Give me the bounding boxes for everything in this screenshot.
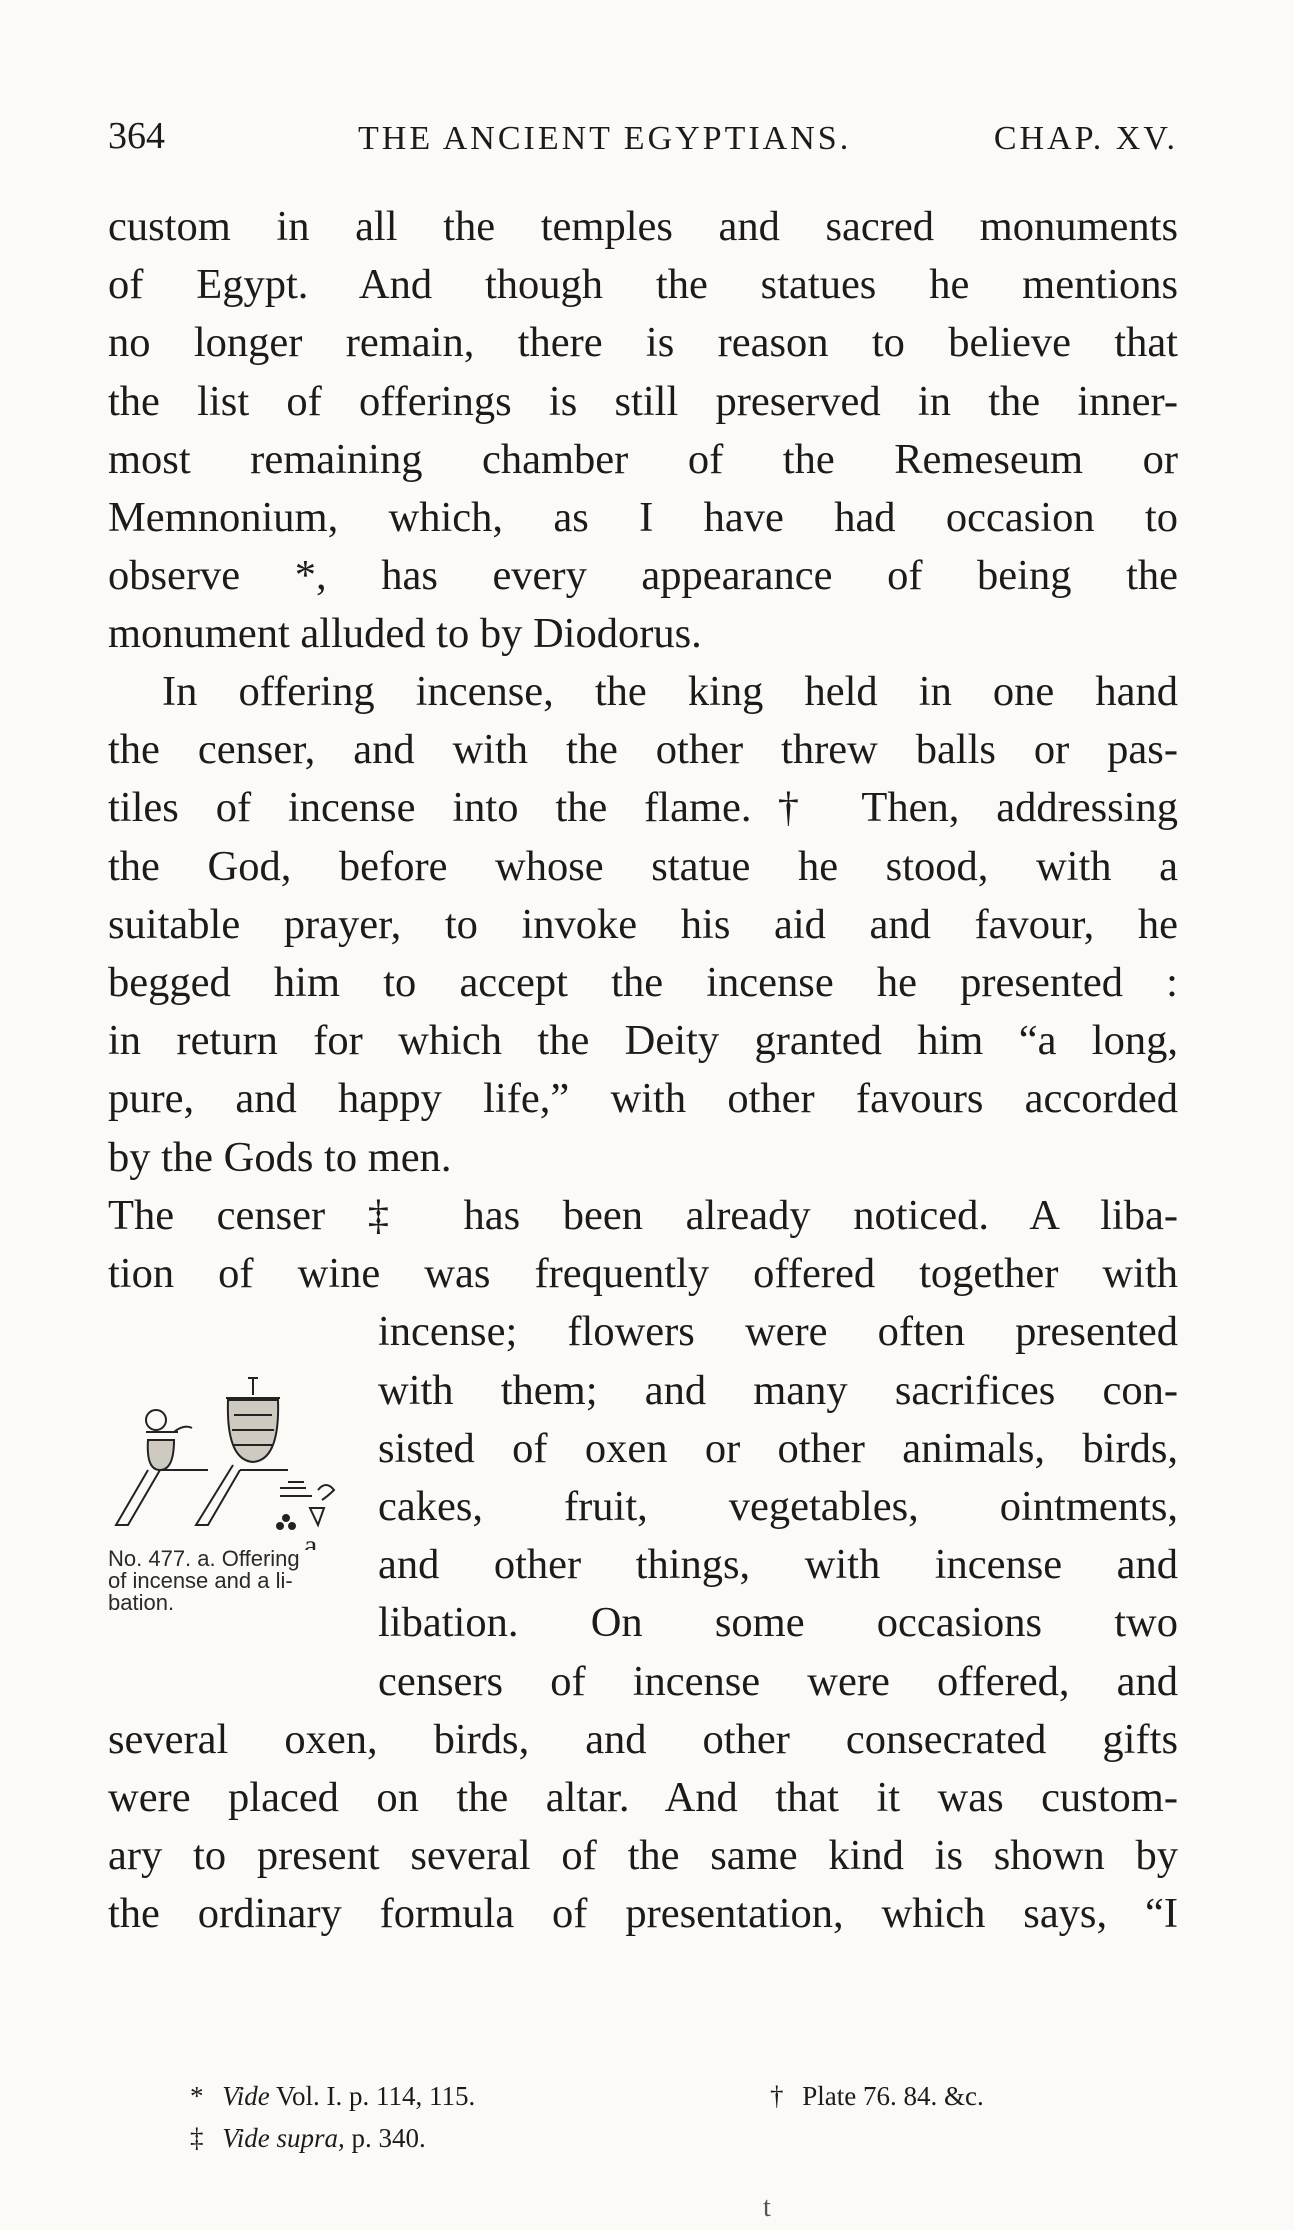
text-line: by the Gods to men.: [108, 1133, 452, 1181]
text-line: several oxen, birds, and other consecrated gifts: [108, 1715, 1178, 1763]
text-line: the list of offerings is still preserved in the inner-: [108, 377, 1178, 425]
text-line: The censer ‡ has been already noticed. A liba-: [108, 1192, 1178, 1239]
text-line: Memnonium, which, as I have had occasion to: [108, 493, 1178, 541]
text-line: most remaining chamber of the Remeseum or: [108, 435, 1178, 483]
footnote-mark: †: [770, 2081, 784, 2111]
text-line: cakes, fruit, vegetables, ointments,: [378, 1482, 1178, 1530]
censer-libation-illustration-icon: [108, 1320, 370, 1570]
text-line: ary to present several of the same kind is shown by: [108, 1832, 1178, 1880]
footnote-mark: ‡: [190, 2123, 204, 2153]
text-line: tion of wine was frequently offered together with: [108, 1250, 1178, 1298]
paragraph-2: [108, 663, 1178, 1187]
text-line: with them; and many sacrifices con-: [378, 1366, 1178, 1414]
footnote-mark: *: [190, 2081, 204, 2111]
footnote-text: Plate 76. 84. &c.: [802, 2081, 984, 2111]
text-line: and other things, with incense and: [378, 1541, 1178, 1589]
text-beside-figure: [378, 1303, 1178, 1710]
text-line: In offering incense, the king held in one hand: [162, 668, 1178, 715]
caption-number: No. 477. a.: [108, 1546, 216, 1571]
figure-caption: [108, 1548, 370, 1614]
footnote-vide: Vide: [222, 2081, 270, 2111]
footnotes: [190, 2075, 1090, 2159]
text-line: incense; flowers were often presented: [378, 1308, 1178, 1356]
caption-text: of incense and a li-: [108, 1568, 293, 1593]
figure-letter-a: a: [304, 1529, 318, 1550]
text-line: observe *, has every appearance of being the: [108, 552, 1178, 600]
footnote-text: Vol. I. p. 114, 115.: [276, 2081, 476, 2111]
footnote-right: [770, 2075, 984, 2117]
footnote-text: p. 340.: [351, 2123, 426, 2153]
footnote-row: [190, 2075, 1090, 2117]
text-line: the ordinary formula of presentation, which says, “I: [108, 1890, 1178, 1938]
footnote-row: [190, 2117, 1090, 2159]
text-line: suitable prayer, to invoke his aid and favour, he: [108, 900, 1178, 948]
text-line: pure, and happy life,” with other favours accorded: [108, 1075, 1178, 1123]
page-header: [108, 110, 1178, 170]
paragraph-1: [108, 198, 1178, 664]
caption-text: Offering: [221, 1546, 300, 1571]
text-line: begged him to accept the incense he presented :: [108, 958, 1178, 1006]
page-number: 364: [108, 115, 165, 157]
text-line: custom in all the temples and sacred monuments: [108, 203, 1178, 250]
text-line: censers of incense were offered, and: [378, 1657, 1178, 1705]
text-line: the God, before whose statue he stood, with a: [108, 842, 1178, 890]
text-line: of Egypt. And though the statues he mentions: [108, 261, 1178, 309]
footnote-vide: Vide supra,: [222, 2123, 345, 2153]
text-line: monument alluded to by Diodorus.: [108, 610, 702, 658]
text-line: were placed on the altar. And that it was custom-: [108, 1773, 1178, 1821]
text-line: libation. On some occasions two: [378, 1599, 1178, 1647]
chapter-label: CHAP. XV.: [993, 120, 1178, 157]
text-line: tiles of incense into the flame.† Then, addressing: [108, 784, 1178, 832]
caption-text: bation.: [108, 1590, 175, 1615]
text-line: no longer remain, there is reason to believe that: [108, 319, 1178, 367]
stray-mark: t: [763, 2192, 771, 2223]
text-line: the censer, and with the other threw balls or pas-: [108, 726, 1178, 774]
text-line: in return for which the Deity granted him “a long,: [108, 1017, 1178, 1065]
running-title: THE ANCIENT EGYPTIANS.: [358, 120, 852, 157]
text-line: sisted of oxen or other animals, birds,: [378, 1424, 1178, 1472]
